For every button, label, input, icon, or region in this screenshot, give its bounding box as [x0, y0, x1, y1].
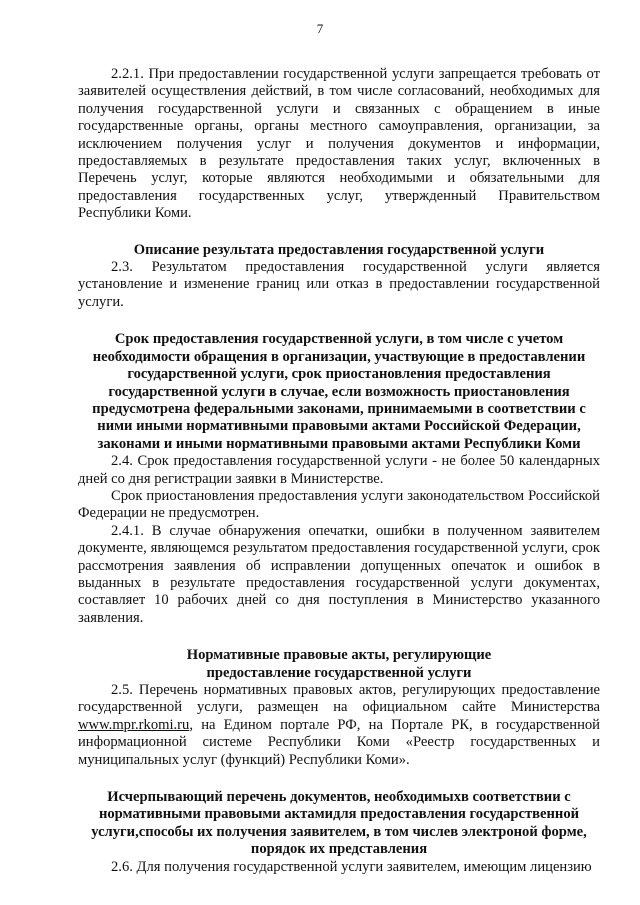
document-body — [78, 66, 600, 876]
heading-documents: Исчерпывающий перечень документов, необходимыхв соответствии с нормативными правовыми актамидля предоставления государственной услуги,способы их получения заявителем, в том числев электроной форме, порядок их представления — [91, 789, 587, 858]
paragraph-2-6: 2.6. Для получения государственной услуги заявителем, имеющим лицензию — [111, 858, 592, 875]
heading-acts — [78, 647, 600, 682]
page-number: 7 — [316, 21, 324, 36]
paragraph-2-4-1: 2.4.1. В случае обнаружения опечатки, ошибки в полученном заявителем документе, являющемся результатом предоставления государственной услуги, срок рассмотрения заявления об исправлении допущенных опечаток и ошибок в выданных в результате предоставления государственной услуги документах, составляет 10 рабочих дней со дня поступления в Министерство указанного заявления. — [78, 522, 600, 626]
paragraph-2-5 — [78, 682, 600, 769]
paragraph-2-2-1: 2.2.1. При предоставлении государственной услуги запрещается требовать от заявителей осуществления действий, в том числе согласований, необходимых для получения государственной услуги и связанных с обращением в иные государственные органы, органы местного самоуправления, организации, за исключением получения услуг и получения документов и информации, предоставляемых в результате предоставления таких услуг, включенных в Перечень услуг, которые являются необходимыми и обязательными для предоставления государственных услуг, утвержденный Правительством Республики Коми. — [78, 66, 600, 222]
heading-term: Срок предоставления государственной услуги, в том числе с учетом необходимости обращения в организации, участвующие в предоставлении государственной услуги, срок приостановления предоставления государственной услуги в случае, если возможность приостановления предусмотрена федеральными законами, принимаемыми в соответствии с ними иными нормативными правовыми актами Российской Федерации, законами и иными нормативными правовыми актами Республики Коми — [92, 331, 586, 452]
paragraph-suspension: Срок приостановления предоставления услуги законодательством Российской Федерации не предусмотрен. — [78, 487, 600, 522]
paragraph-2-4: 2.4. Срок предоставления государственной услуги - не более 50 календарных дней со дня регистрации заявки в Министерстве. — [78, 453, 600, 487]
paragraph-2-5-end: , на Едином портале РФ, на Портале РК, в государственной информационной системе Республики Коми «Реестр государственных и муниципальных услуг (функций) Республики Коми». — [78, 716, 600, 768]
heading-acts-line-2: предоставление государственной услуги — [206, 664, 472, 681]
ministry-site-link[interactable]: www.mpr.rkomi.ru — [78, 716, 190, 733]
heading-acts-line-1: Нормативные правовые акты, регулирующие — [186, 647, 492, 664]
heading-result: Описание результата предоставления государственной услуги — [133, 241, 545, 258]
paragraph-2-5-start: 2.5. Перечень нормативных правовых актов, регулирующих предоставление государственной услуги, размещен на официальном сайте Министерства — [78, 682, 600, 716]
paragraph-2-3: 2.3. Результатом предоставления государственной услуги является установление и изменение границ или отказ в предоставлении государственной услуги. — [78, 259, 600, 310]
